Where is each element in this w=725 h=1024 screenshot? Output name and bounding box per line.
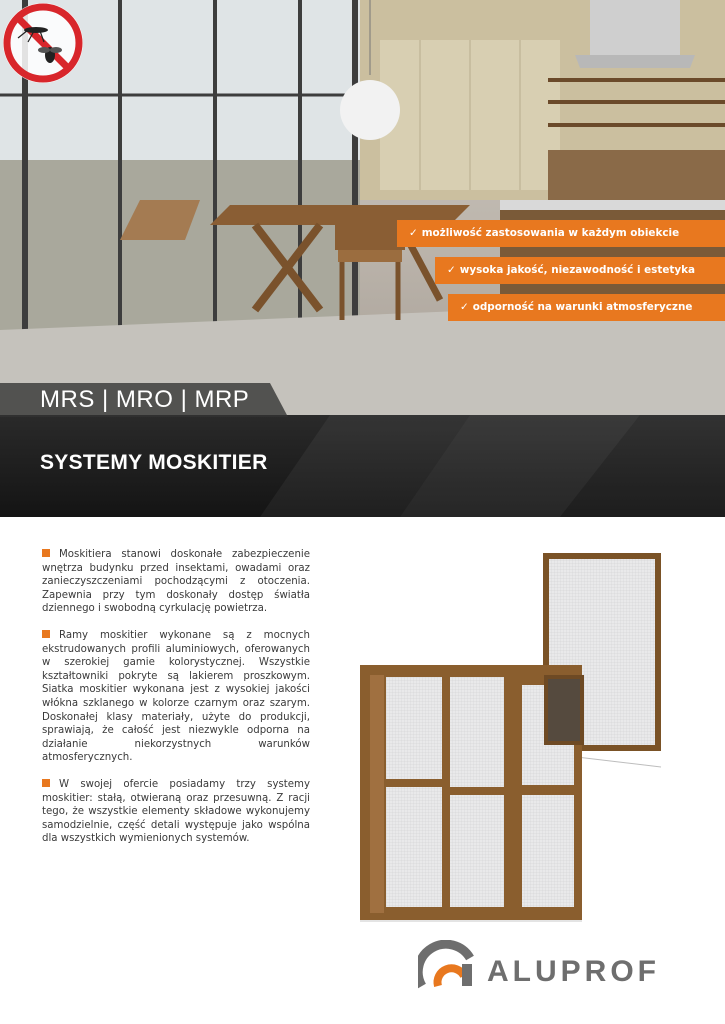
mosquito-net-frames-image [350,545,720,930]
check-icon: ✓ [409,227,418,239]
benefit-text: odporność na warunki atmosferyczne [472,301,693,313]
paragraph-text: W swojej ofercie posiadamy trzy systemy moskitier: stałą, otwieraną oraz przesuwną. Z racji tego, że wszystkie elementy składowe wykonujemy samodzielnie, część detali występuje jako wspólna dla wszystkich wymienionych systemów. [42,778,310,845]
bullet-square-icon [42,630,50,638]
paragraph-text: Ramy moskitier wykonane są z mocnych ekstrudowanych profili aluminiowych, oferowanych w szerokiej gamie kolorystycznej. Wszystkie kształtowniki pokryte są lakierem proszkowym. Siatka moskitier wykonana jest z wysokiej jakości włókna szklanego w kolorze czarnym oraz szarym. Doskonałej klasy materiały, użyte do produkcji, sprawiają, że całość jest niezwykle odporna na działanie niekorzystnych warunków atmosferycznych. [42,629,310,764]
brand-name: ALUPROF [487,955,660,988]
series-label: MRS | MRO | MRP [40,386,250,413]
benefit-item [448,294,725,321]
no-mosquito-icon [0,0,86,86]
paragraph-text: Moskitiera stanowi doskonałe zabezpieczenie wnętrza budynku przed insektami, owadami oraz zanieczyszczeniami pochodzącymi z otoczenia. Zapewnia przy tym doskonały dostęp światła dziennego i swobodną cyrkulację powietrza. [42,549,310,615]
check-icon: ✓ [460,301,469,313]
benefit-item [397,220,725,247]
page-title: SYSTEMY MOSKITIER [40,451,268,474]
bullet-square-icon [42,549,50,557]
check-icon: ✓ [447,264,456,276]
aluprof-logo-icon [418,940,478,990]
paragraph [42,778,310,846]
benefit-item [435,257,725,284]
kitchen-interior-illustration [0,0,725,415]
hero-photo [0,0,725,415]
description [42,548,310,859]
paragraph [42,548,310,616]
benefit-text: możliwość zastosowania w każdym obiekcie [421,227,680,239]
benefit-text: wysoka jakość, niezawodność i estetyka [459,264,696,276]
paragraph [42,629,310,765]
bullet-square-icon [42,779,50,787]
